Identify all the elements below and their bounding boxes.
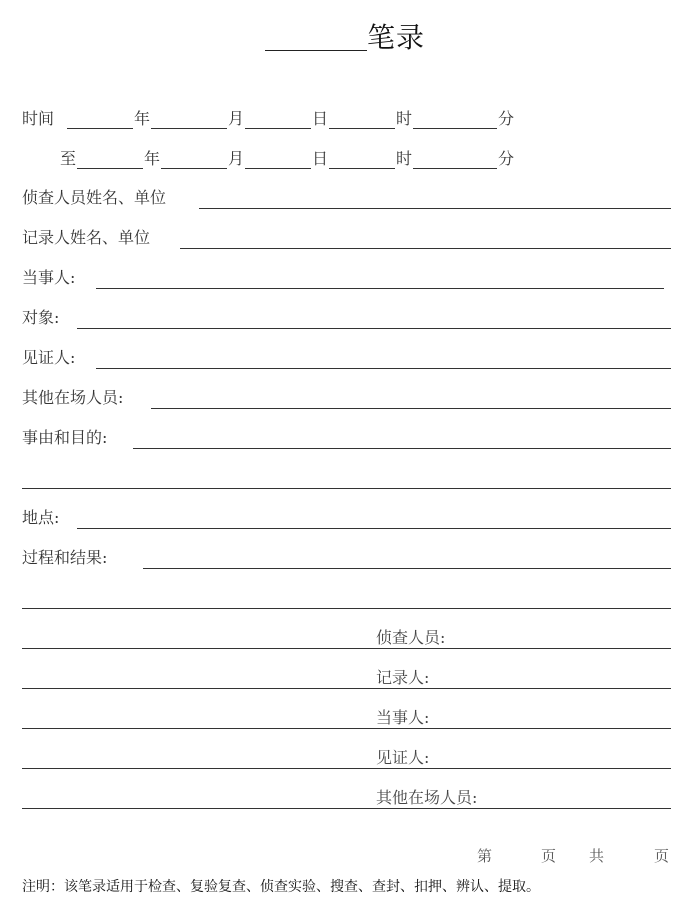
reason-purpose-label: 事由和目的:	[22, 428, 108, 447]
others-present-signature-label: 其他在场人员:	[376, 788, 478, 807]
process-result-field-line[interactable]	[22, 608, 671, 609]
object-field[interactable]	[77, 328, 671, 329]
page-total-gong: 共	[589, 847, 605, 865]
object-label: 对象:	[22, 308, 60, 327]
year-label: 年	[144, 149, 161, 168]
end-year-field[interactable]	[77, 168, 143, 169]
hour-label: 时	[396, 109, 413, 128]
process-result-field-line[interactable]	[22, 688, 671, 689]
recorder-signature-label: 记录人:	[376, 668, 430, 687]
start-day-field[interactable]	[245, 128, 311, 129]
page-number-ye: 页	[541, 847, 557, 865]
month-label: 月	[228, 149, 245, 168]
process-result-field-line[interactable]	[22, 728, 671, 729]
page-title: 笔录	[367, 21, 426, 54]
start-hour-field[interactable]	[329, 128, 395, 129]
page-number-di: 第	[477, 847, 493, 865]
reason-purpose-field[interactable]	[133, 448, 671, 449]
process-result-field-line[interactable]	[22, 768, 671, 769]
location-field[interactable]	[77, 528, 671, 529]
others-present-label: 其他在场人员:	[22, 388, 124, 407]
minute-label: 分	[498, 149, 515, 168]
hour-label: 时	[396, 149, 413, 168]
page-total-ye: 页	[654, 847, 670, 865]
process-result-field[interactable]	[143, 568, 671, 569]
process-result-label: 过程和结果:	[22, 548, 108, 567]
month-label: 月	[228, 109, 245, 128]
end-day-field[interactable]	[245, 168, 311, 169]
to-label: 至	[60, 149, 77, 168]
day-label: 日	[312, 109, 329, 128]
witness-field[interactable]	[96, 368, 671, 369]
start-year-field[interactable]	[67, 128, 133, 129]
location-label: 地点:	[22, 508, 60, 527]
witness-signature-label: 见证人:	[376, 748, 430, 767]
day-label: 日	[312, 149, 329, 168]
start-minute-field[interactable]	[413, 128, 497, 129]
others-present-field[interactable]	[151, 408, 671, 409]
end-minute-field[interactable]	[413, 168, 497, 169]
usage-note: 注明：该笔录适用于检查、复验复查、侦查实验、搜查、查封、扣押、辨认、提取。	[22, 879, 540, 895]
recorder-field[interactable]	[180, 248, 671, 249]
end-month-field[interactable]	[161, 168, 227, 169]
party-label: 当事人:	[22, 268, 76, 287]
minute-label: 分	[498, 109, 515, 128]
start-month-field[interactable]	[151, 128, 227, 129]
investigator-field[interactable]	[199, 208, 671, 209]
investigator-label: 侦查人员姓名、单位	[22, 188, 167, 207]
investigator-signature-label: 侦查人员:	[376, 628, 446, 647]
year-label: 年	[134, 109, 151, 128]
process-result-field-line[interactable]	[22, 648, 671, 649]
end-hour-field[interactable]	[329, 168, 395, 169]
process-result-field-line[interactable]	[22, 808, 671, 809]
reason-purpose-field-line2[interactable]	[22, 488, 671, 489]
witness-label: 见证人:	[22, 348, 76, 367]
party-field[interactable]	[96, 288, 664, 289]
title-blank-line[interactable]	[265, 50, 367, 51]
time-label: 时间	[22, 109, 55, 128]
party-signature-label: 当事人:	[376, 708, 430, 727]
recorder-label: 记录人姓名、单位	[22, 228, 151, 247]
